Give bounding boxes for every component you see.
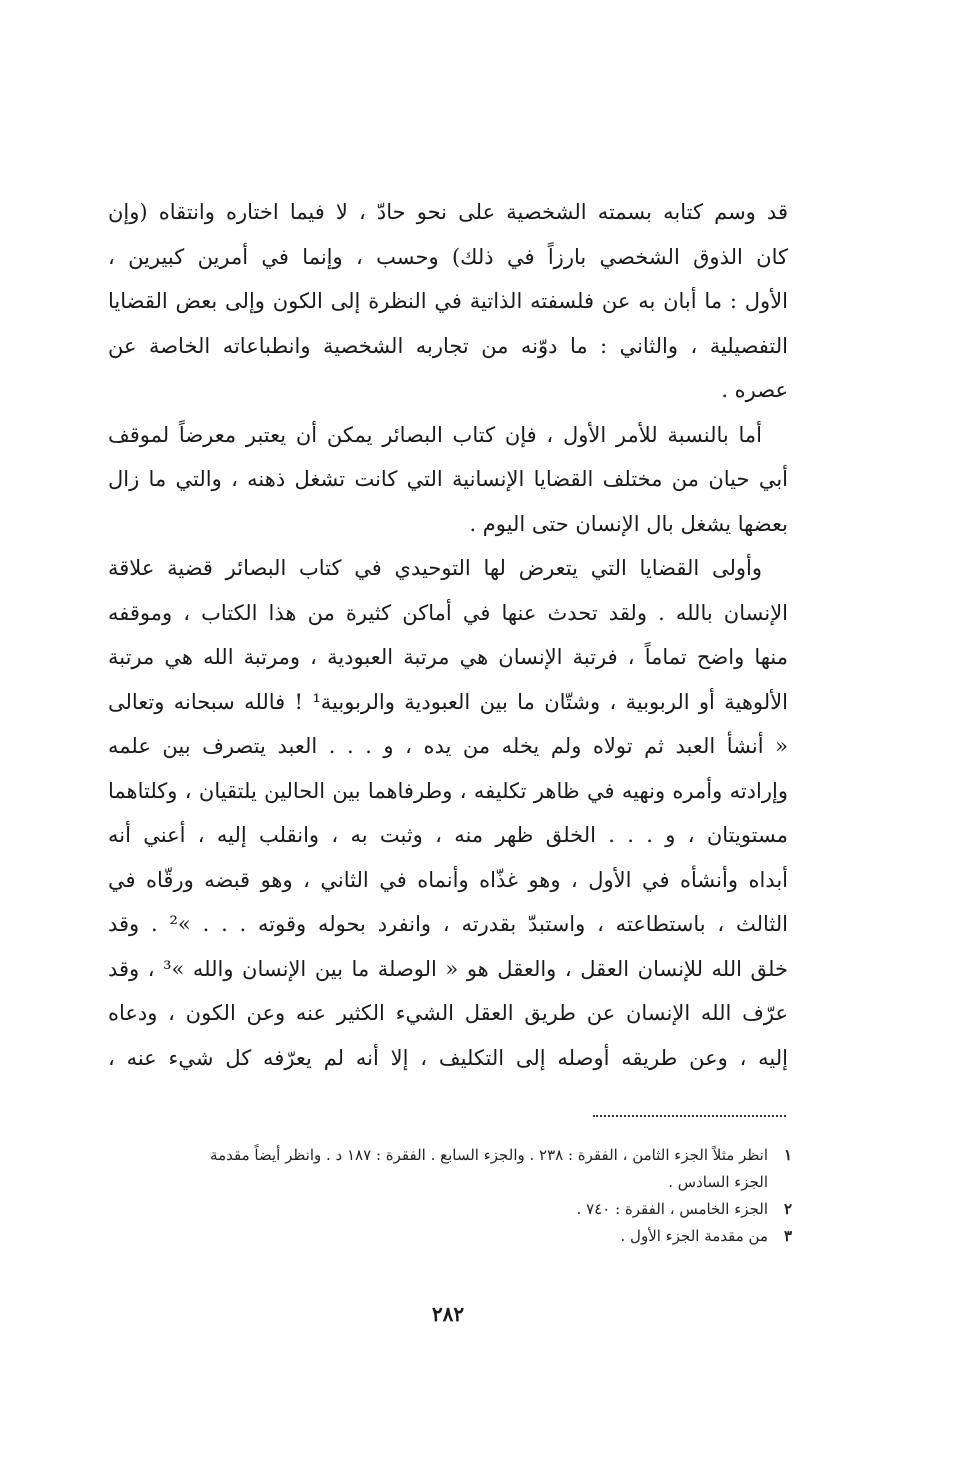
text-line: مستويتان ، و . . . الخلق ظهر منه ، وثبت به ، وانقلب إليه ، أعني أنه xyxy=(108,823,788,847)
text-line: منها واضح تماماً ، فرتبة الإنسان هي مرتبة العبودية ، ومرتبة الله هي مرتبة xyxy=(108,645,788,669)
text-line: وأولى القضايا التي يتعرض لها التوحيدي في كتاب البصائر قضية علاقة xyxy=(108,556,762,580)
footnote-text: الجزء السادس . xyxy=(668,1173,768,1191)
page-number: ٢٨٢ xyxy=(431,1302,465,1326)
text-line: أما بالنسبة للأمر الأول ، فإن كتاب البصائر يمكن أن يعتبر معرضاً لموقف xyxy=(108,422,762,447)
main-text xyxy=(108,190,788,1080)
text-line: إليه ، وعن طريقه أوصله إلى التكليف ، إلا أنه لم يعرّفه كل شيء عنه ، xyxy=(108,1045,788,1070)
paragraph-1 xyxy=(108,190,788,413)
footnotes xyxy=(108,1142,792,1250)
footnote-text: انظر مثلاً الجزء الثامن ، الفقرة : ٢٣٨ . والجزء السابع . الفقرة : ١٨٧ د . وانظر أيضاً مقدمة xyxy=(210,1146,768,1164)
footnote-number: ٢ xyxy=(783,1200,792,1218)
footnote-3 xyxy=(108,1223,792,1250)
paragraph-2 xyxy=(108,413,788,547)
footnote-2 xyxy=(108,1196,792,1223)
text-line: خلق الله للإنسان العقل ، والعقل هو « الوصلة ما بين الإنسان والله »³ ، وقد xyxy=(108,956,788,981)
text-line: الإنسان بالله . ولقد تحدث عنها في أماكن كثيرة من هذا الكتاب ، وموقفه xyxy=(108,600,788,625)
text-line: الأول : ما أبان به عن فلسفته الذاتية في النظرة إلى الكون وإلى بعض القضايا xyxy=(108,289,788,313)
paragraph-3 xyxy=(108,546,788,1080)
text-line: عرّف الله الإنسان عن طريق العقل الشيء الكثير عنه وعن الكون ، ودعاه xyxy=(108,1001,788,1025)
footnote-divider xyxy=(593,1115,786,1117)
text-line: الثالث ، باستطاعته ، واستبدّ بقدرته ، وانفرد بحوله وقوته . . . »² . وقد xyxy=(108,912,788,936)
text-line: « أنشأ العبد ثم تولاه ولم يخله من يده ، و . . . العبد يتصرف بين علمه xyxy=(108,734,788,758)
text-line: التفصيلية ، والثاني : ما دوّنه من تجاربه الشخصية وانطباعاته الخاصة عن xyxy=(108,333,788,358)
text-line: الألوهية أو الربوبية ، وشتّان ما بين العبودية والربوبية¹ ! فالله سبحانه وتعالى xyxy=(108,689,788,714)
footnote-text: الجزء الخامس ، الفقرة : ٧٤٠ . xyxy=(576,1200,768,1218)
text-line: أبي حيان من مختلف القضايا الإنسانية التي كانت تشغل ذهنه ، والتي ما زال xyxy=(108,467,788,491)
footnote-number: ١ xyxy=(783,1146,792,1164)
text-line: بعضها يشغل بال الإنسان حتى اليوم . xyxy=(469,511,788,536)
footnote-1 xyxy=(108,1142,792,1196)
text-line: كان الذوق الشخصي بارزاً في ذلك) وحسب ، وإنما في أمرين كبيرين ، xyxy=(108,244,788,269)
text-line: أبداه وأنشأه في الأول ، وهو غذّاه وأنماه في الثاني ، وهو قبضه ورقّاه في xyxy=(108,867,788,892)
footnote-text: من مقدمة الجزء الأول . xyxy=(620,1227,768,1245)
footnote-number: ٣ xyxy=(783,1227,792,1245)
text-line: قد وسم كتابه بسمته الشخصية على نحو حادّ ، لا فيما اختاره وانتقاه (وإن xyxy=(108,200,788,224)
text-line: وإرادته وأمره ونهيه في ظاهر تكليفه ، وطرفاهما بين الحالين يلتقيان ، وكلتاهما xyxy=(108,778,788,803)
text-line: عصره . xyxy=(721,378,788,402)
